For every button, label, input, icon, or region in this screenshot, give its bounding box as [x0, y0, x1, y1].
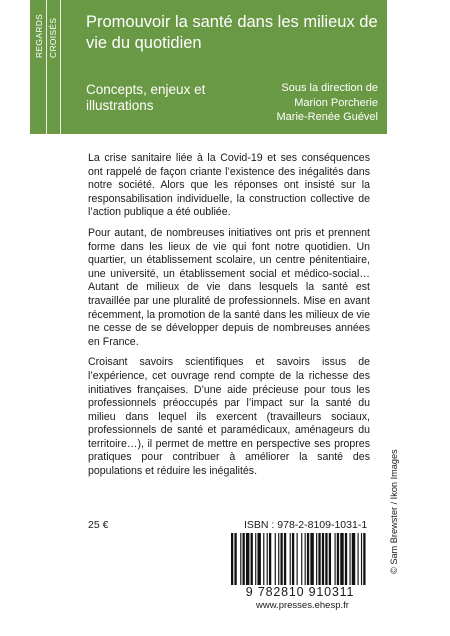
- series-divider: [60, 0, 61, 134]
- barcode-bar: [257, 533, 260, 585]
- barcode-bar: [243, 533, 245, 585]
- book-title: Promouvoir la santé dans les milieux de vie du quotidien: [86, 13, 378, 52]
- blurb: [88, 152, 370, 486]
- barcode-bar: [305, 533, 306, 585]
- barcode-bar: [361, 533, 362, 585]
- barcode-bar: [240, 533, 241, 585]
- barcode-digits: 9 782810 910311: [245, 585, 355, 599]
- barcode-bar: [263, 533, 264, 585]
- blurb-paragraph: Pour autant, de nombreuses initiatives ont pris et prennent forme dans les lieux de vie qui font notre quotidien. Un quartier, un établissement scolaire, un centre pénitentiaire, une université, un établissement social et médico-social… Autant de milieux de vie dans lesquels la santé est travaillée par une pluralité de professionnels. Mise en avant récemment, la promotion de la santé dans les milieux de vie ne cesse de se développer depuis de nombreuses années en France.: [88, 226, 370, 348]
- barcode-bar: [246, 533, 249, 585]
- barcode-bar: [275, 533, 276, 585]
- barcode-bar: [251, 533, 253, 585]
- barcode-bar: [255, 533, 256, 585]
- barcode-bar: [363, 533, 365, 585]
- editors-block: [218, 81, 378, 125]
- barcode-bar: [269, 533, 271, 585]
- book-subtitle: Concepts, enjeux et illustrations: [86, 82, 206, 113]
- barcode-bar: [345, 533, 347, 585]
- series-tab: [30, 0, 74, 134]
- direction-label: Sous la direction de: [281, 82, 378, 94]
- barcode-bar: [284, 533, 286, 585]
- series-name-word-2: CROISÉS: [48, 17, 58, 58]
- price: 25 €: [88, 519, 109, 531]
- barcode-bar: [318, 533, 320, 585]
- barcode-bar: [234, 533, 236, 585]
- barcode-bar: [278, 533, 279, 585]
- barcode-bar: [316, 533, 317, 585]
- barcode-bar: [322, 533, 324, 585]
- barcode-bar: [310, 533, 313, 585]
- publisher-website: www.presses.ehesp.fr: [256, 600, 349, 611]
- barcode-bar: [340, 533, 343, 585]
- barcode-bar: [290, 533, 291, 585]
- editor-name: Marion Porcherie: [294, 96, 378, 109]
- series-name-word-1: REGARDS: [34, 13, 44, 58]
- editor-name: Marie-Renée Guével: [276, 111, 378, 123]
- barcode-bar: [329, 533, 331, 585]
- barcode: [229, 533, 371, 585]
- barcode-bar: [352, 533, 355, 585]
- barcode-bar: [335, 533, 336, 585]
- barcode-bar: [325, 533, 327, 585]
- barcode-bar: [297, 533, 298, 585]
- barcode-bar: [337, 533, 339, 585]
- barcode-bar: [307, 533, 309, 585]
- blurb-paragraph: Croisant savoirs scientifiques et savoirs issus de l’expérience, cet ouvrage rend compte de la richesse des initiatives françaises. D’une aide précieuse pour tous les professionnels préoccupés par l’impact sur la santé du milieu dans lequel ils exercent (travailleurs sociaux, professionnels de santé et paramédicaux, aménageurs du territoire…), il permet de mettre en perspective ses propres pratiques pour contribuer à améliorer la santé des populations et réduire les inégalités.: [88, 356, 370, 478]
- barcode-bar: [301, 533, 302, 585]
- barcode-bar: [292, 533, 294, 585]
- barcode-bar: [280, 533, 282, 585]
- barcode-bar: [358, 533, 359, 585]
- barcode-bar: [267, 533, 268, 585]
- image-credit: © Sam Brewster / Ikon Images: [389, 449, 399, 574]
- barcode-bar: [349, 533, 350, 585]
- barcode-bar: [231, 533, 233, 585]
- blurb-paragraph: La crise sanitaire liée à la Covid-19 et ses conséquences ont rappelé de façon criante l’existence des inégalités dans notre société. Alors que les réponses ont insisté sur la responsabilisation individuelle, la construction collective de l’action publique a été oubliée.: [88, 152, 370, 219]
- series-divider: [46, 0, 47, 134]
- isbn: ISBN : 978-2-8109-1031-1: [244, 519, 368, 531]
